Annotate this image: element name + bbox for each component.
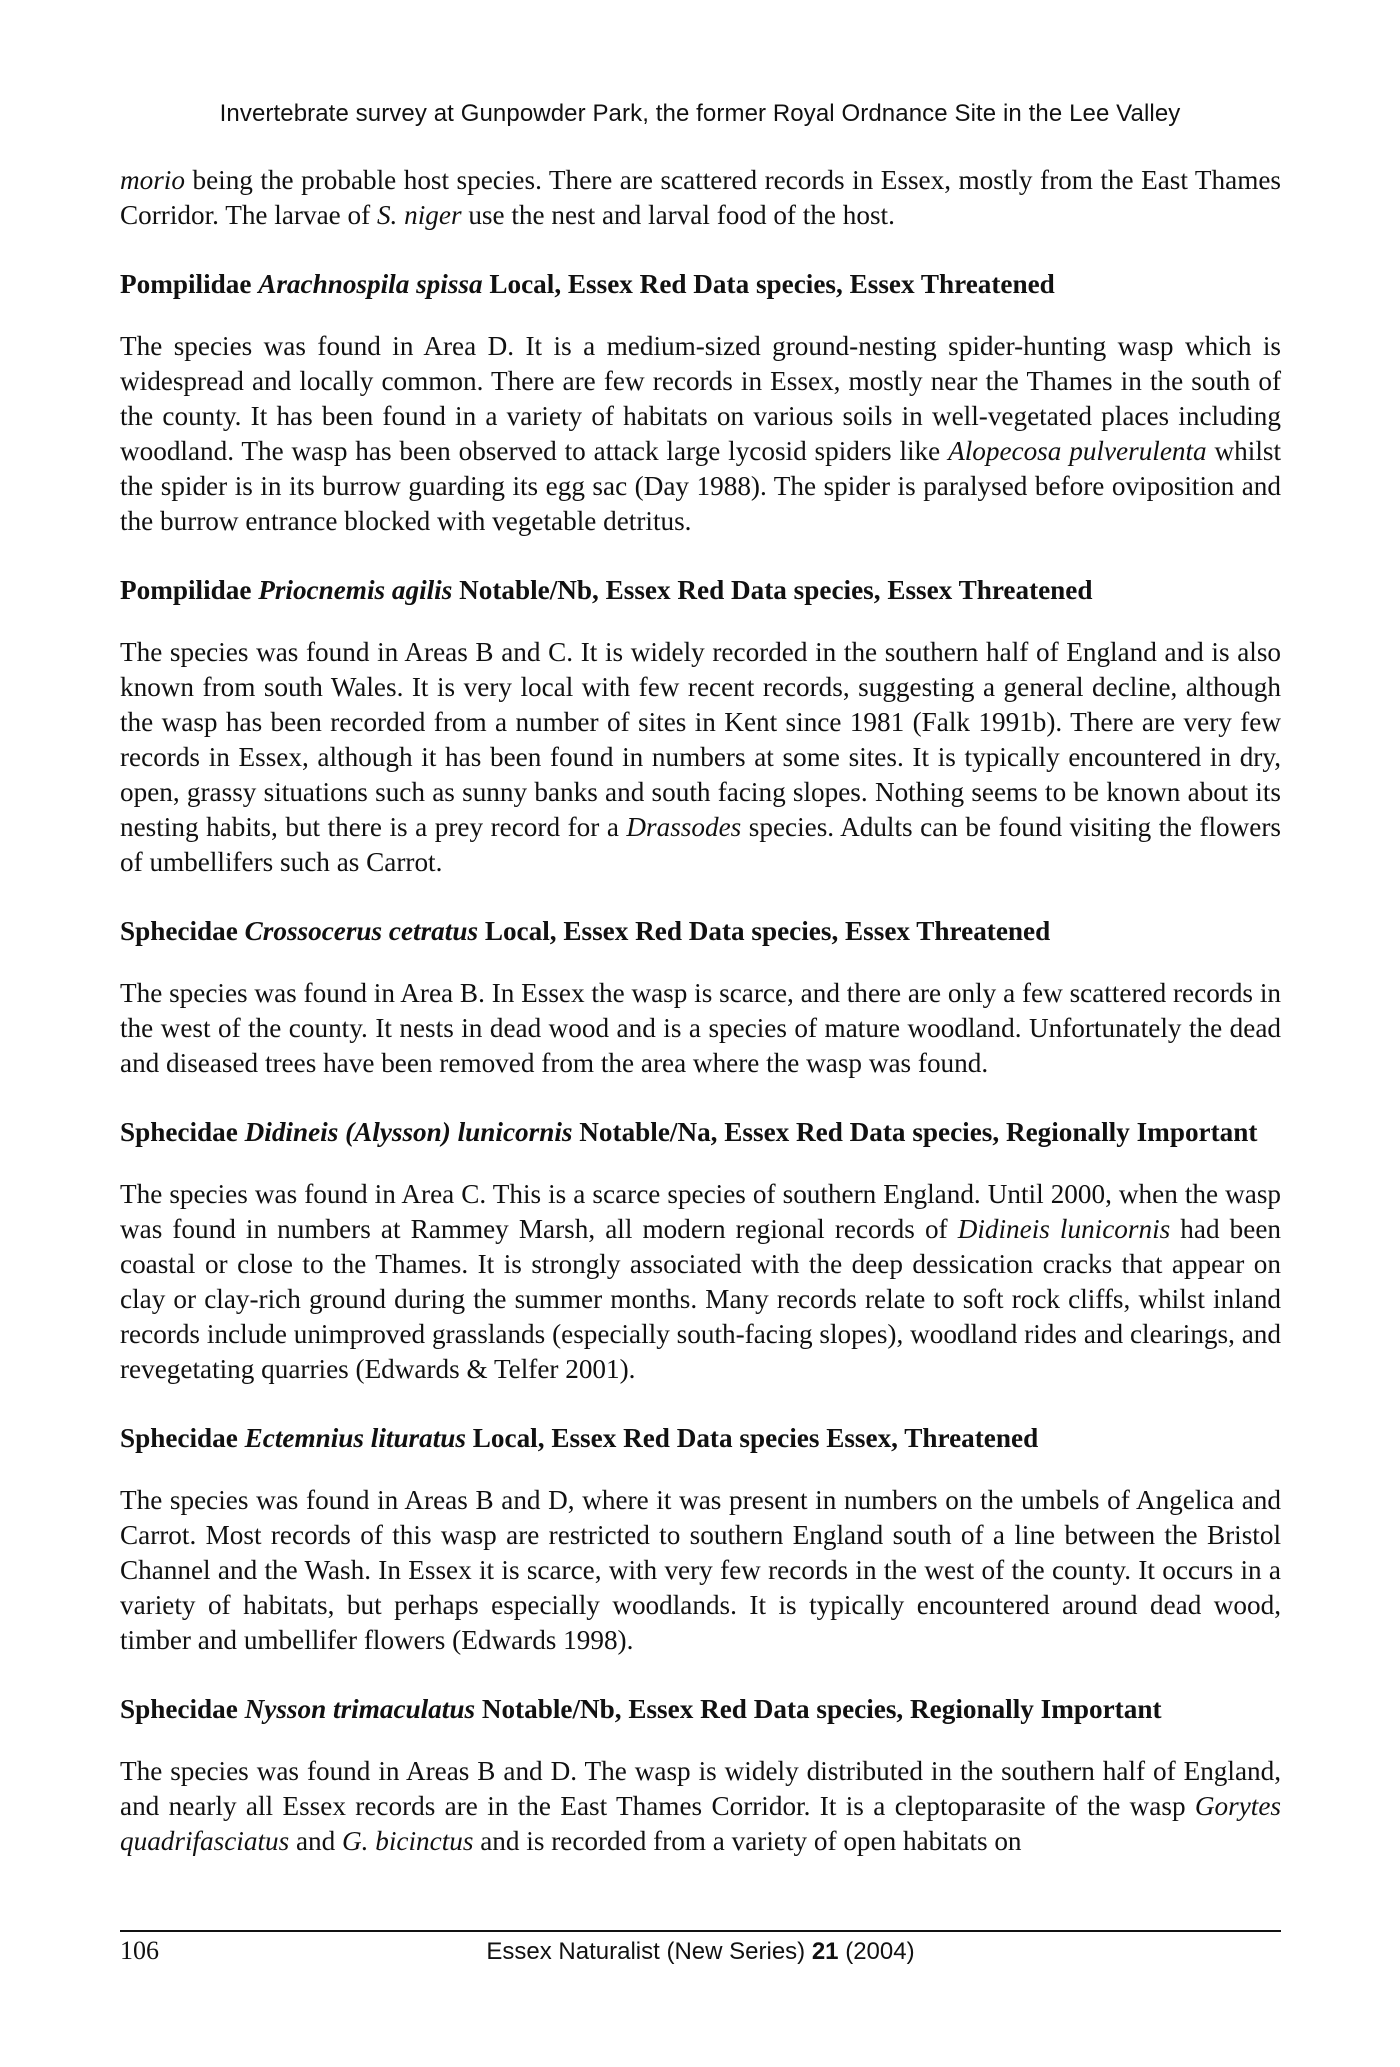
running-header: Invertebrate survey at Gunpowder Park, the former Royal Ordnance Site in the Lee Valley [219, 100, 1181, 127]
species-name: Gorytes quadrifasciatus [120, 1791, 1281, 1856]
species-name: Priocnemis agilis [258, 575, 453, 605]
species-heading [120, 914, 1281, 949]
paragraph-text: The species was found in Areas B and C. It is widely recorded in the southern half of England and is also known from south Wales. It is very local with few recent records, suggesting a general decline, although the wasp has been recorded from a number of sites in Kent since 1981 (Falk 1991b). There are very few records in Essex, although it has been found in numbers at some sites. It is typically encountered in dry, open, grassy situations such as sunny banks and south facing slopes. Nothing seems to be known about its nesting habits, but there is a prey record for a [120, 637, 1281, 842]
footer-rule [120, 1930, 1281, 1932]
species-heading [120, 1421, 1281, 1456]
species-heading [120, 573, 1281, 608]
species-name: Alopecosa pulverulenta [948, 436, 1207, 466]
species-name: Arachnospila spissa [258, 269, 483, 299]
page-number: 106 [120, 1936, 159, 1965]
species-name: Didineis (Alysson) lunicornis [244, 1117, 573, 1147]
conservation-status: Notable/Nb, Essex Red Data species, Essex Threatened [452, 575, 1093, 605]
volume-number: 21 [811, 1938, 839, 1965]
species-heading [120, 267, 1281, 302]
family-name: Sphecidae [120, 1423, 245, 1453]
paragraph-text: The species was found in Areas B and D. The wasp is widely distributed in the southern half of England, and nearly all Essex records are in the East Thames Corridor. It is a cleptoparasite of the wasp [120, 1756, 1281, 1821]
conservation-status: Notable/Nb, Essex Red Data species, Regionally Important [475, 1694, 1162, 1724]
intro-paragraph [120, 163, 1281, 233]
species-paragraph [120, 1754, 1281, 1859]
paragraph-text: and is recorded from a variety of open habitats on [473, 1826, 1022, 1856]
species-name: S. niger [376, 200, 462, 230]
species-paragraph [120, 976, 1281, 1081]
species-name: Didineis lunicornis [957, 1214, 1171, 1244]
paragraph-text: The species was found in Area D. It is a medium-sized ground-nesting spider-hunting wasp which is widespread and locally common. There are few records in Essex, mostly near the Thames in the south of the county. It has been found in a variety of habitats on various soils in well-vegetated places including woodland. The wasp has been observed to attack large lycosid spiders like [120, 331, 1281, 466]
paragraph-text: being the probable host species. There are scattered records in Essex, mostly from the East Thames Corridor. The larvae of [120, 165, 1281, 230]
species-paragraph [120, 1483, 1281, 1658]
journal-citation [120, 1938, 1281, 1966]
family-name: Sphecidae [120, 916, 245, 946]
species-name: morio [120, 165, 185, 195]
family-name: Sphecidae [120, 1694, 245, 1724]
species-name: Nysson trimaculatus [244, 1694, 476, 1724]
paragraph-text: species. Adults can be found visiting the flowers of umbellifers such as Carrot. [120, 812, 1281, 877]
conservation-status: Local, Essex Red Data species, Essex Threatened [482, 269, 1055, 299]
species-paragraph [120, 329, 1281, 539]
paragraph-text: and [289, 1826, 343, 1856]
family-name: Sphecidae [120, 1117, 245, 1147]
species-name: Drassodes [626, 812, 742, 842]
paragraph-text: The species was found in Areas B and D, where it was present in numbers on the umbels of Angelica and Carrot. Most records of this wasp are restricted to southern England south of a line between the Bristol Channel and the Wash. In Essex it is scarce, with very few records in the west of the county. It occurs in a variety of habitats, but perhaps especially woodlands. It is typically encountered around dead wood, timber and umbellifer flowers (Edwards 1998). [120, 1485, 1281, 1655]
family-name: Pompilidae [120, 575, 259, 605]
species-name: Ectemnius lituratus [244, 1423, 466, 1453]
species-paragraph [120, 635, 1281, 880]
conservation-status: Local, Essex Red Data species, Essex Threatened [478, 916, 1051, 946]
species-heading [120, 1692, 1281, 1727]
conservation-status: Local, Essex Red Data species Essex, Threatened [466, 1423, 1039, 1453]
paragraph-text: use the nest and larval food of the host. [461, 200, 895, 230]
journal-title: Essex Naturalist (New Series) [486, 1938, 812, 1965]
publication-year: (2004) [838, 1938, 915, 1965]
paragraph-text: The species was found in Area B. In Essex the wasp is scarce, and there are only a few scattered records in the west of the county. It nests in dead wood and is a species of mature woodland. Unfortunately the dead and diseased trees have been removed from the area where the wasp was found. [120, 978, 1281, 1078]
species-name: G. bicinctus [342, 1826, 474, 1856]
family-name: Pompilidae [120, 269, 259, 299]
article-body [120, 163, 1281, 1859]
conservation-status: Notable/Na, Essex Red Data species, Regionally Important [572, 1117, 1258, 1147]
species-name: Crossocerus cetratus [244, 916, 479, 946]
paragraph-text: whilst the spider is in its burrow guarding its egg sac (Day 1988). The spider is paralysed before oviposition and the burrow entrance blocked with vegetable detritus. [120, 436, 1281, 536]
species-paragraph [120, 1177, 1281, 1387]
paragraph-text: had been coastal or close to the Thames. It is strongly associated with the deep dessication cracks that appear on clay or clay-rich ground during the summer months. Many records relate to soft rock cliffs, whilst inland records include unimproved grasslands (especially south-facing slopes), woodland rides and clearings, and revegetating quarries (Edwards & Telfer 2001). [120, 1214, 1281, 1384]
species-heading [120, 1115, 1281, 1150]
paragraph-text: The species was found in Area C. This is a scarce species of southern England. Until 2000, when the wasp was found in numbers at Rammey Marsh, all modern regional records of [120, 1179, 1281, 1244]
